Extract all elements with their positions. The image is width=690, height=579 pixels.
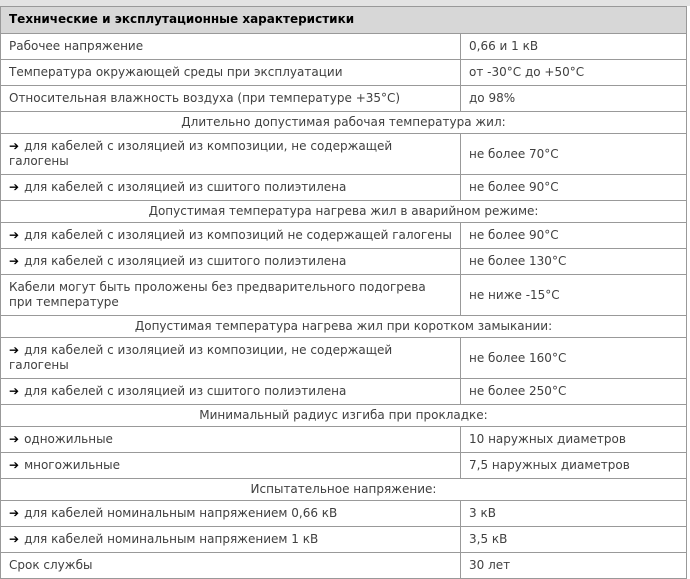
row-label-cell: [1, 379, 461, 405]
spec-table: [0, 6, 687, 579]
row-label-cell: [1, 60, 461, 86]
row-label: для кабелей с изоляцией из композиции, не содержащей галогены: [9, 343, 393, 372]
row-label: Рабочее напряжение: [9, 39, 144, 53]
row-label: для кабелей с изоляцией из композиций не содержащей галогены: [24, 228, 452, 242]
row-label: для кабелей с изоляцией из сшитого полиэтилена: [24, 384, 347, 398]
row-value: не более 160°С: [461, 338, 687, 379]
row-value: 7,5 наружных диаметров: [461, 453, 687, 479]
row-label: для кабелей с изоляцией из сшитого полиэтилена: [24, 254, 347, 268]
row-label-cell: [1, 175, 461, 201]
right-arrow-icon: ➔: [9, 458, 20, 472]
table-row: [1, 379, 687, 405]
section-row: [1, 405, 687, 427]
table-row: [1, 134, 687, 175]
row-label: Кабели могут быть проложены без предварительного подогрева при температуре: [9, 280, 426, 309]
row-label: одножильные: [24, 432, 113, 446]
row-label-cell: [1, 134, 461, 175]
row-label-cell: [1, 527, 461, 553]
table-title: Технические и эксплутационные характеристики: [1, 7, 687, 34]
row-value: не более 90°С: [461, 175, 687, 201]
table-row: [1, 553, 687, 579]
row-value: 3,5 кВ: [461, 527, 687, 553]
row-value: 30 лет: [461, 553, 687, 579]
row-value: 0,66 и 1 кВ: [461, 34, 687, 60]
row-label-cell: [1, 275, 461, 316]
table-row: [1, 175, 687, 201]
table-title-row: [1, 7, 687, 34]
right-arrow-icon: ➔: [9, 254, 20, 268]
table-row: [1, 501, 687, 527]
row-value: 10 наружных диаметров: [461, 427, 687, 453]
table-row: [1, 34, 687, 60]
row-value: не более 90°С: [461, 223, 687, 249]
table-row: [1, 427, 687, 453]
section-row: [1, 479, 687, 501]
table-body: [1, 34, 687, 579]
table-row: [1, 223, 687, 249]
row-value: не более 130°С: [461, 249, 687, 275]
right-arrow-icon: ➔: [9, 532, 20, 546]
table-row: [1, 60, 687, 86]
row-value: до 98%: [461, 86, 687, 112]
row-label-cell: [1, 338, 461, 379]
right-arrow-icon: ➔: [9, 506, 20, 520]
right-arrow-icon: ➔: [9, 432, 20, 446]
row-label: Срок службы: [9, 558, 93, 572]
section-row: [1, 112, 687, 134]
row-label-cell: [1, 427, 461, 453]
table-row: [1, 249, 687, 275]
row-value: 3 кВ: [461, 501, 687, 527]
row-label-cell: [1, 86, 461, 112]
section-header: Допустимая температура нагрева жил в аварийном режиме:: [1, 201, 687, 223]
right-arrow-icon: ➔: [9, 228, 20, 242]
row-label-cell: [1, 453, 461, 479]
section-header: Допустимая температура нагрева жил при коротком замыкании:: [1, 316, 687, 338]
row-label: для кабелей номинальным напряжением 0,66 кВ: [24, 506, 338, 520]
row-value: не ниже -15°С: [461, 275, 687, 316]
table-row: [1, 453, 687, 479]
right-arrow-icon: ➔: [9, 139, 20, 153]
row-value: не более 250°С: [461, 379, 687, 405]
row-label: Температура окружающей среды при эксплуатации: [9, 65, 343, 79]
row-value: не более 70°С: [461, 134, 687, 175]
row-value: от -30°С до +50°С: [461, 60, 687, 86]
right-arrow-icon: ➔: [9, 384, 20, 398]
row-label: Относительная влажность воздуха (при температуре +35°С): [9, 91, 401, 105]
row-label: для кабелей номинальным напряжением 1 кВ: [24, 532, 319, 546]
section-header: Длительно допустимая рабочая температура жил:: [1, 112, 687, 134]
section-header: Минимальный радиус изгиба при прокладке:: [1, 405, 687, 427]
row-label: многожильные: [24, 458, 121, 472]
row-label-cell: [1, 501, 461, 527]
section-row: [1, 316, 687, 338]
right-arrow-icon: ➔: [9, 343, 20, 357]
section-row: [1, 201, 687, 223]
row-label: для кабелей с изоляцией из композиции, не содержащей галогены: [9, 139, 393, 168]
row-label-cell: [1, 249, 461, 275]
row-label-cell: [1, 223, 461, 249]
table-row: [1, 338, 687, 379]
table-row: [1, 527, 687, 553]
row-label-cell: [1, 34, 461, 60]
section-header: Испытательное напряжение:: [1, 479, 687, 501]
table-row: [1, 275, 687, 316]
table-row: [1, 86, 687, 112]
row-label: для кабелей с изоляцией из сшитого полиэтилена: [24, 180, 347, 194]
right-arrow-icon: ➔: [9, 180, 20, 194]
row-label-cell: [1, 553, 461, 579]
